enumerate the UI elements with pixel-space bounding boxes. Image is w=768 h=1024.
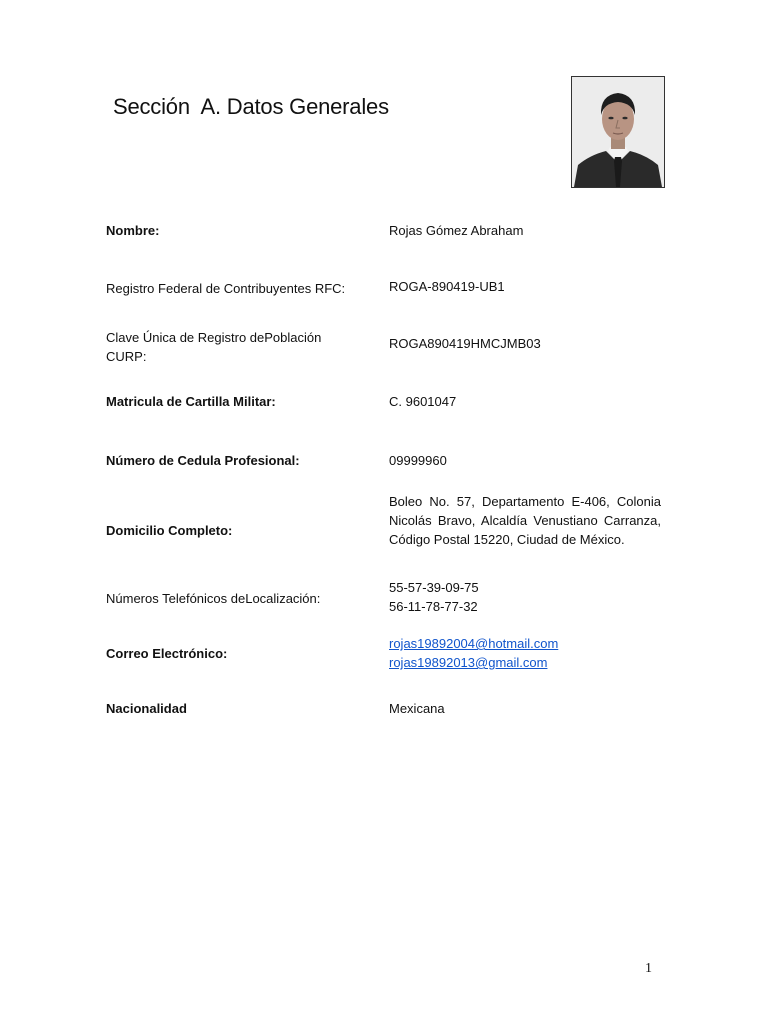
value-cartilla: C. 9601047 — [389, 394, 457, 409]
label-curp: Clave Única de Registro dePoblación CURP: — [106, 330, 322, 364]
value-cedula: 09999960 — [389, 453, 447, 468]
phone-1: 55-57-39-09-75 — [389, 580, 479, 595]
page-title: Sección A. Datos Generales — [113, 94, 389, 119]
label-cartilla: Matricula de Cartilla Militar: — [106, 394, 276, 409]
person-photo-icon — [572, 77, 664, 187]
label-domicilio: Domicilio Completo: — [106, 523, 233, 538]
phone-2: 56-11-78-77-32 — [389, 599, 478, 614]
label-nombre: Nombre: — [106, 223, 160, 238]
email-link-1[interactable]: rojas19892004@hotmail.com — [389, 636, 559, 651]
label-rfc: Registro Federal de Contribuyentes RFC: — [106, 281, 346, 296]
label-correo: Correo Electrónico: — [106, 646, 228, 661]
value-nombre: Rojas Gómez Abraham — [389, 223, 524, 238]
value-rfc: ROGA-890419-UB1 — [389, 279, 505, 294]
person-photo — [571, 76, 665, 188]
value-curp: ROGA890419HMCJMB03 — [389, 336, 541, 351]
value-nacionalidad: Mexicana — [389, 701, 445, 716]
page-number: 1 — [645, 961, 652, 976]
label-telefonos: Números Telefónicos deLocalización: — [106, 591, 321, 606]
value-domicilio: Boleo No. 57, Departamento E-406, Colonia Nicolás Bravo, Alcaldía Venustiano Carranza, Código Postal 15220, Ciudad de México. — [389, 494, 661, 547]
email-link-2[interactable]: rojas19892013@gmail.com — [389, 655, 548, 670]
value-correo — [389, 634, 661, 672]
label-nacionalidad: Nacionalidad — [106, 701, 187, 716]
label-cedula: Número de Cedula Profesional: — [106, 453, 300, 468]
value-telefonos — [389, 578, 661, 616]
